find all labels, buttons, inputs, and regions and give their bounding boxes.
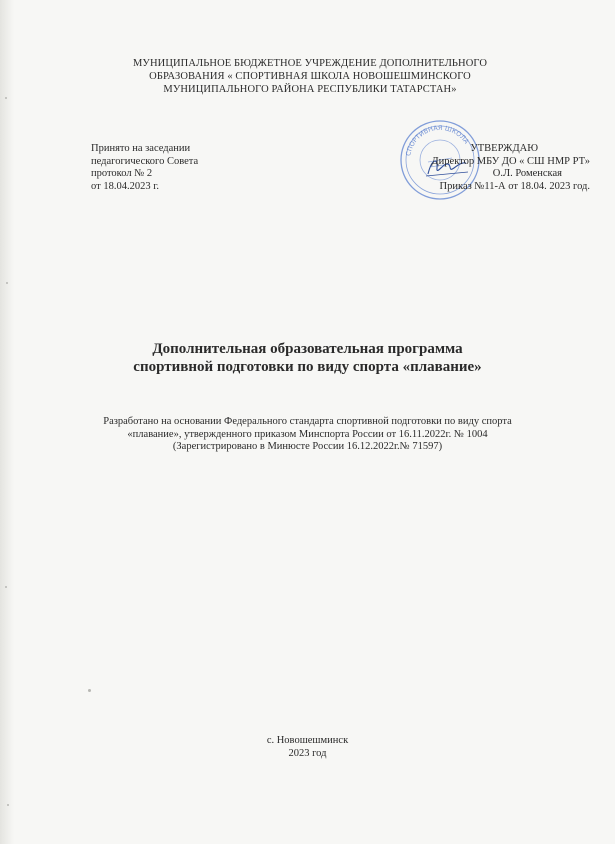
place-and-year xyxy=(230,735,385,760)
stamp-arc-text: СПОРТИВНАЯ ШКОЛА xyxy=(404,123,471,157)
acceptance-date: от 18.04.2023 г. xyxy=(91,180,159,192)
scan-speck xyxy=(88,689,91,692)
program-basis-line-3: (Зарегистрировано в Минюсте России 16.12.2022г.№ 71597) xyxy=(172,441,443,452)
acceptance-protocol: протокол № 2 xyxy=(91,168,153,179)
scan-speck xyxy=(7,804,9,806)
header-line-3: МУНИЦИПАЛЬНОГО РАЙОНА РЕСПУБЛИКИ ТАТАРСТАН» xyxy=(163,84,457,95)
program-title-line-2: спортивной подготовки по виду спорта «плавание» xyxy=(133,359,482,375)
document-year: 2023 год xyxy=(288,747,327,759)
acceptance-line-1: Принято на заседании xyxy=(91,143,191,154)
council-acceptance-block xyxy=(91,143,311,193)
program-basis xyxy=(80,416,535,454)
institution-header xyxy=(110,57,510,96)
approval-block xyxy=(370,143,590,193)
approve-heading: УТВЕРЖДАЮ xyxy=(470,143,538,154)
scan-speck xyxy=(6,282,8,284)
scan-speck xyxy=(5,97,7,99)
scan-edge-shadow xyxy=(0,0,14,844)
acceptance-line-2: педагогического Совета xyxy=(91,155,199,167)
approver-name: О.Л. Роменская xyxy=(492,168,562,179)
program-basis-line-1: Разработано на основании Федерального стандарта спортивной подготовки по виду спорта xyxy=(103,416,512,427)
program-title-line-1: Дополнительная образовательная программа xyxy=(152,341,463,357)
header-line-1: МУНИЦИПАЛЬНОЕ БЮДЖЕТНОЕ УЧРЕЖДЕНИЕ ДОПОЛНИТЕЛЬНОГО xyxy=(132,58,488,69)
header-line-2: ОБРАЗОВАНИЯ « СПОРТИВНАЯ ШКОЛА НОВОШЕШМИНСКОГО xyxy=(149,71,471,82)
scan-speck xyxy=(5,586,7,588)
approver-position: Директор МБУ ДО « СШ НМР РТ» xyxy=(431,155,590,167)
program-basis-line-2: «плавание», утвержденного приказом Минспорта России от 16.11.2022г. № 1004 xyxy=(127,428,488,440)
place-name: с. Новошешминск xyxy=(266,735,349,746)
program-title xyxy=(80,340,535,376)
approval-order: Приказ №11-А от 18.04. 2023 год. xyxy=(439,180,590,192)
